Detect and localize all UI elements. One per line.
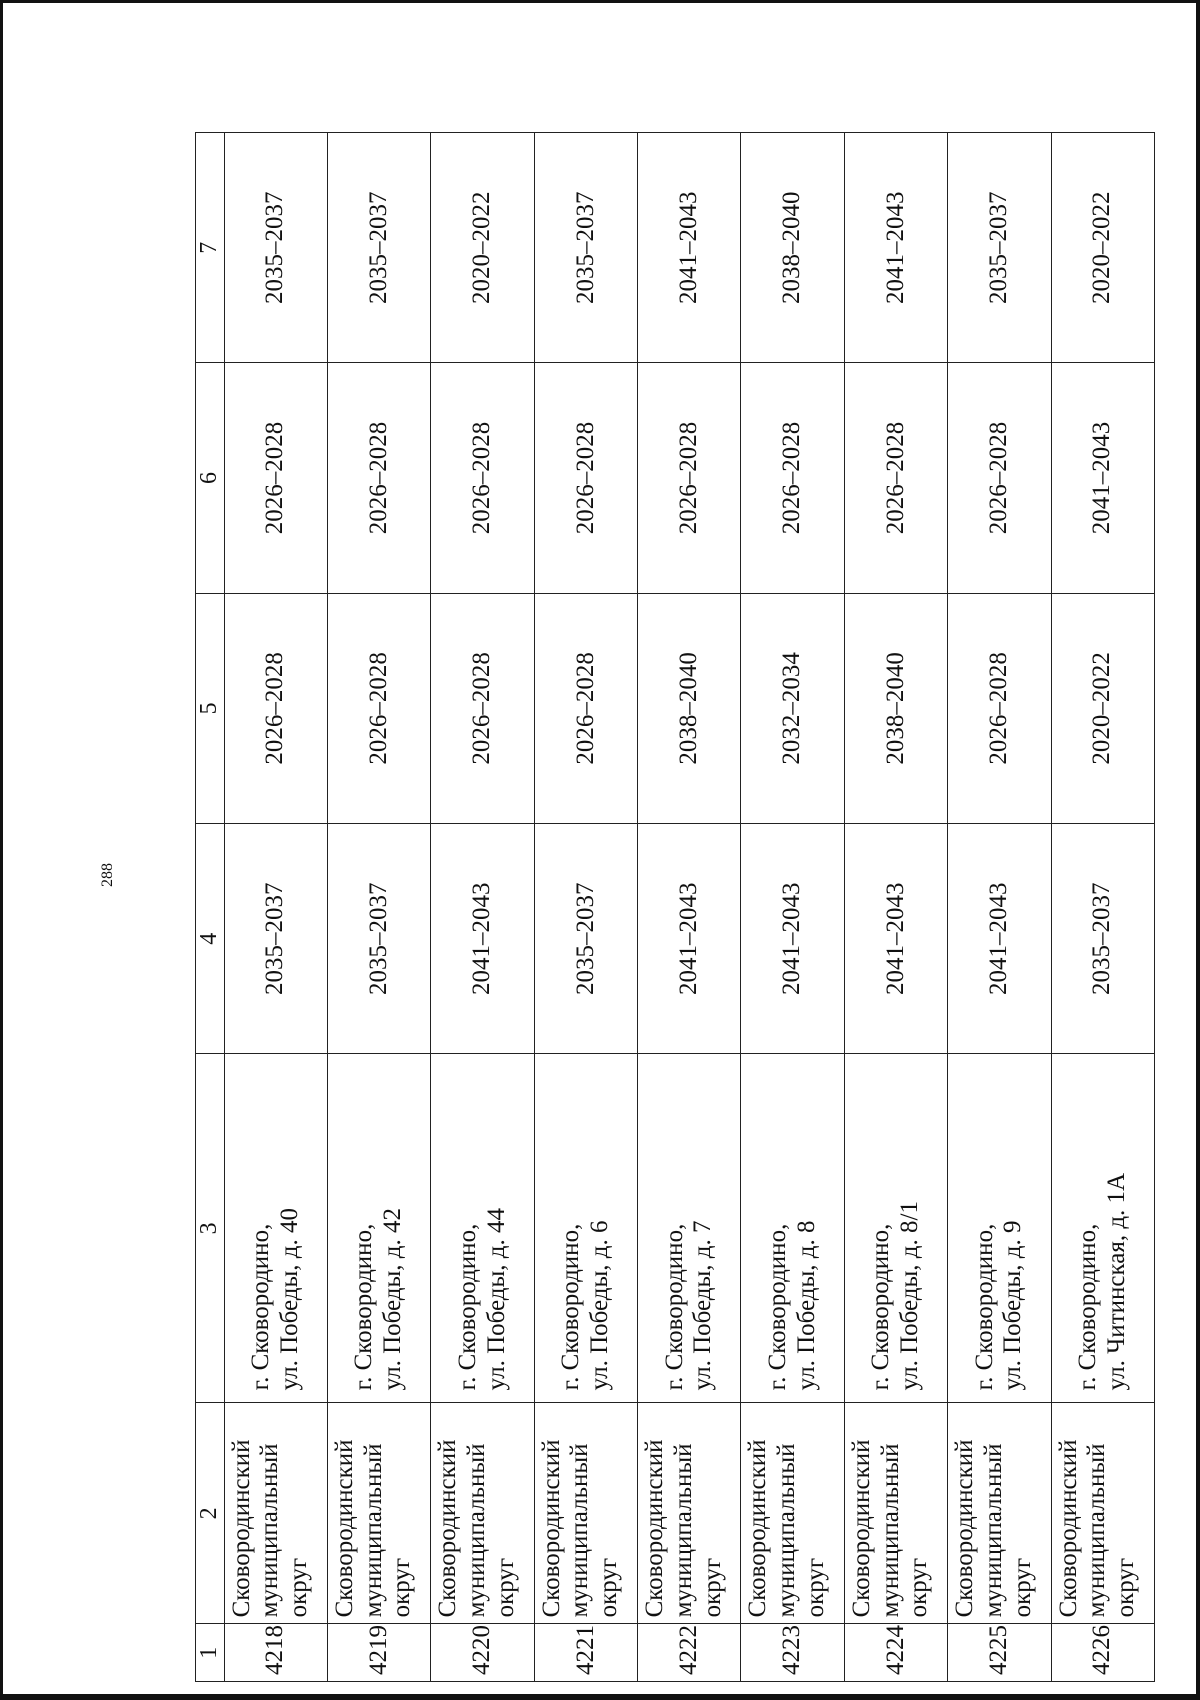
address-street: ул. Победы, д. 40: [275, 1207, 303, 1391]
district-cell: Сковородинский муниципальный округ: [948, 1403, 1051, 1624]
column-number: 7: [196, 133, 225, 363]
period-col5-cell: 2038–2040: [638, 593, 741, 823]
table-row: [638, 133, 741, 1682]
period-col7-cell: 2041–2043: [844, 133, 947, 363]
period-col6-cell: 2026–2028: [948, 363, 1051, 593]
address-city: г. Сковородино,: [867, 1223, 895, 1391]
column-number: 3: [196, 1054, 225, 1403]
period-col6-cell: 2026–2028: [844, 363, 947, 593]
address-street: ул. Победы, д. 44: [482, 1207, 510, 1391]
district-cell: Сковородинский муниципальный округ: [638, 1403, 741, 1624]
register-table: [195, 132, 1155, 1682]
period-col7-cell: 2041–2043: [638, 133, 741, 363]
period-col7-cell: 2020–2022: [1051, 133, 1154, 363]
district-cell: Сковородинский муниципальный округ: [1051, 1403, 1154, 1624]
address-city: г. Сковородино,: [763, 1223, 791, 1391]
period-col5-cell: 2020–2022: [1051, 593, 1154, 823]
period-col7-cell: 2035–2037: [534, 133, 637, 363]
column-number-row: [196, 133, 225, 1682]
period-col7-cell: 2020–2022: [431, 133, 534, 363]
address-street: ул. Победы, д. 8/1: [896, 1201, 924, 1391]
period-col5-cell: 2026–2028: [224, 593, 327, 823]
address-city: г. Сковородино,: [247, 1223, 275, 1391]
period-col4-cell: 2035–2037: [534, 824, 637, 1054]
row-number-cell: 4223: [741, 1624, 844, 1682]
district-cell: Сковородинский муниципальный округ: [224, 1403, 327, 1624]
period-col4-cell: 2041–2043: [638, 824, 741, 1054]
period-col6-cell: 2026–2028: [741, 363, 844, 593]
table-row: [431, 133, 534, 1682]
period-col6-cell: 2026–2028: [534, 363, 637, 593]
period-col4-cell: 2035–2037: [327, 824, 430, 1054]
period-col4-cell: 2035–2037: [224, 824, 327, 1054]
table-row: [224, 133, 327, 1682]
address-street: ул. Победы, д. 42: [379, 1207, 407, 1391]
period-col5-cell: 2026–2028: [327, 593, 430, 823]
row-number-cell: 4222: [638, 1624, 741, 1682]
row-number-cell: 4225: [948, 1624, 1051, 1682]
address-cell: [948, 1054, 1051, 1403]
address-cell: [224, 1054, 327, 1403]
period-col4-cell: 2041–2043: [844, 824, 947, 1054]
address-cell: [638, 1054, 741, 1403]
row-number-cell: 4224: [844, 1624, 947, 1682]
period-col5-cell: 2026–2028: [948, 593, 1051, 823]
column-number: 2: [196, 1403, 225, 1624]
address-cell: [1051, 1054, 1154, 1403]
period-col4-cell: 2035–2037: [1051, 824, 1154, 1054]
column-number: 5: [196, 593, 225, 823]
column-number: 4: [196, 824, 225, 1054]
period-col6-cell: 2041–2043: [1051, 363, 1154, 593]
period-col5-cell: 2038–2040: [844, 593, 947, 823]
period-col7-cell: 2035–2037: [948, 133, 1051, 363]
row-number-cell: 4219: [327, 1624, 430, 1682]
district-cell: Сковородинский муниципальный округ: [431, 1403, 534, 1624]
address-street: ул. Победы, д. 7: [689, 1220, 717, 1391]
address-city: г. Сковородино,: [1074, 1223, 1102, 1391]
period-col4-cell: 2041–2043: [741, 824, 844, 1054]
district-cell: Сковородинский муниципальный округ: [844, 1403, 947, 1624]
address-cell: [534, 1054, 637, 1403]
table-body: [224, 133, 1154, 1682]
row-number-cell: 4226: [1051, 1624, 1154, 1682]
address-street: ул. Читинская, д. 1А: [1102, 1172, 1130, 1391]
scan-border-bottom: [0, 1694, 1200, 1700]
period-col4-cell: 2041–2043: [948, 824, 1051, 1054]
period-col6-cell: 2026–2028: [327, 363, 430, 593]
period-col6-cell: 2026–2028: [638, 363, 741, 593]
table-row: [534, 133, 637, 1682]
page-number: 288: [99, 863, 116, 887]
address-street: ул. Победы, д. 8: [792, 1220, 820, 1391]
rotated-table-frame: [195, 132, 1155, 1682]
table-container: [195, 132, 1155, 1682]
address-city: г. Сковородино,: [453, 1223, 481, 1391]
scan-border-right: [1196, 0, 1200, 1700]
period-col4-cell: 2041–2043: [431, 824, 534, 1054]
period-col7-cell: 2038–2040: [741, 133, 844, 363]
scan-border-top: [0, 0, 1200, 3]
column-number: 1: [196, 1624, 225, 1682]
period-col6-cell: 2026–2028: [224, 363, 327, 593]
period-col6-cell: 2026–2028: [431, 363, 534, 593]
period-col7-cell: 2035–2037: [224, 133, 327, 363]
row-number-cell: 4220: [431, 1624, 534, 1682]
row-number-cell: 4221: [534, 1624, 637, 1682]
period-col5-cell: 2026–2028: [431, 593, 534, 823]
address-street: ул. Победы, д. 9: [999, 1220, 1027, 1391]
district-cell: Сковородинский муниципальный округ: [534, 1403, 637, 1624]
table-row: [327, 133, 430, 1682]
column-number: 6: [196, 363, 225, 593]
table-row: [741, 133, 844, 1682]
address-cell: [431, 1054, 534, 1403]
row-number-cell: 4218: [224, 1624, 327, 1682]
address-city: г. Сковородино,: [557, 1223, 585, 1391]
period-col5-cell: 2026–2028: [534, 593, 637, 823]
table-row: [844, 133, 947, 1682]
address-cell: [844, 1054, 947, 1403]
address-city: г. Сковородино,: [660, 1223, 688, 1391]
address-city: г. Сковородино,: [970, 1223, 998, 1391]
district-cell: Сковородинский муниципальный округ: [741, 1403, 844, 1624]
address-street: ул. Победы, д. 6: [585, 1220, 613, 1391]
period-col5-cell: 2032–2034: [741, 593, 844, 823]
table-row: [1051, 133, 1154, 1682]
address-city: г. Сковородино,: [350, 1223, 378, 1391]
scan-border-left: [0, 0, 3, 1700]
period-col7-cell: 2035–2037: [327, 133, 430, 363]
address-cell: [741, 1054, 844, 1403]
district-cell: Сковородинский муниципальный округ: [327, 1403, 430, 1624]
address-cell: [327, 1054, 430, 1403]
table-row: [948, 133, 1051, 1682]
